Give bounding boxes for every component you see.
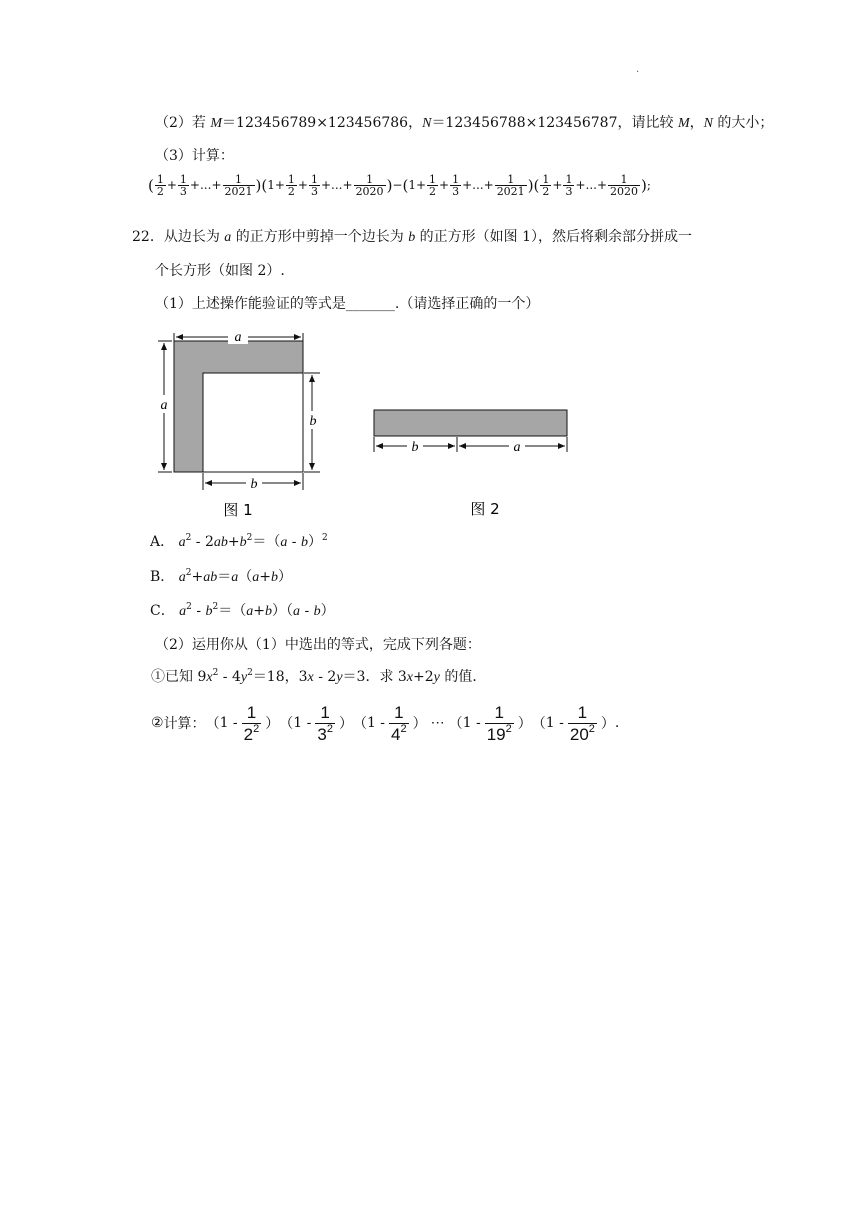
q21-part2-eq2: ＝123456788×123456787，请比较 [431,115,678,131]
fraction-numerator: 1 [429,173,437,186]
label-a-left: a [160,398,168,413]
fraction [608,174,640,197]
fraction-denominator: 2020 [610,185,639,198]
var-N: N [703,116,713,131]
fraction [563,174,574,197]
fraction [427,174,438,197]
ellipsis: ... [199,178,212,192]
q22-text-a: 从边长为 [163,229,225,245]
text: +2 [413,669,434,685]
base: 4 [391,724,401,744]
exponent: 2 [400,722,407,735]
q21-part2-suffix: 的大小； [712,115,774,131]
fraction [354,174,386,197]
rearranged-rectangle [374,410,567,436]
q22-part1: （1）上述操作能验证的等式是_______.（请选择正确的一个） [155,296,540,312]
fraction [242,704,262,743]
label-a-top: a [234,330,242,345]
var-b: b [408,230,416,245]
paren-close: ） [412,716,427,732]
fraction [568,704,597,743]
text: 的值． [439,669,487,685]
period: . [614,715,620,731]
plus-sign: + [274,178,285,192]
var-y: y [433,670,440,685]
exponent: 2 [212,668,219,678]
plus-sign: + [415,178,427,192]
var-y: y [336,670,343,685]
fraction-denominator [242,723,262,743]
exponent: 2 [505,722,512,735]
paren-open: ( [402,176,409,195]
fraction [450,174,461,197]
paren-open: （ [205,716,220,732]
fraction-numerator: 1 [179,173,187,186]
fraction-denominator [389,723,409,743]
plus-sign: + [342,178,353,192]
fraction-denominator: 2 [542,185,550,198]
plus-sign: + [552,178,563,192]
fraction-denominator [315,723,335,743]
fraction-denominator: 3 [179,185,187,198]
q22-part2-item1 [151,666,486,686]
fraction-numerator: 1 [452,173,460,186]
paren-close: ） [265,716,280,732]
minus-sign: − [392,178,403,192]
paren-open: （ [279,716,294,732]
q22-text-b: 的正方形中剪掉一个边长为 [231,229,409,245]
paren-close: ) [527,176,534,195]
fraction [315,704,335,743]
paren-open: （ [448,716,463,732]
var-x: x [406,670,414,685]
option-letter: A． [150,534,175,550]
semicolon: ; [646,178,651,192]
fraction-denominator: 3 [310,185,318,198]
var-x: x [307,670,314,685]
paren-close: ) [386,176,393,195]
text: ＝18，3 [252,669,308,685]
plus-sign: + [575,178,586,192]
paren-close: ） [600,716,615,732]
q22-part2: （2）运用你从（1）中选出的等式，完成下列各题： [155,637,481,653]
one-minus: 1 - [219,715,238,731]
exponent: 2 [247,668,253,678]
text: - 2 [313,669,337,685]
fraction-denominator [485,723,514,743]
number: 1 [408,178,416,192]
one-minus: 1 - [462,715,481,731]
circled-number-1: ① [151,669,165,685]
one-minus: 1 - [366,715,386,731]
label-b: b [411,440,419,455]
fraction-denominator: 2021 [224,185,253,198]
q22-part2-item2 [151,694,619,752]
number: 1 [267,178,275,192]
var-y: y [240,670,248,685]
paren-close: ） [338,716,353,732]
label-b-right: b [309,414,317,429]
paren-open: ( [261,176,268,195]
one-minus: 1 - [545,715,564,731]
text: ＝3．求 3 [342,669,407,685]
ellipsis: ... [472,178,484,192]
q21-part2-prefix: （2）若 [155,115,211,131]
base: 2 [243,724,254,744]
fraction [178,174,189,197]
plus-sign: + [297,178,308,192]
var-M: M [210,116,223,131]
plus-sign: + [462,178,473,192]
q22-text-c: 的正方形（如图 1），然后将剩余部分拼成一 [415,229,692,245]
removed-square [203,373,303,472]
base: 20 [569,724,589,744]
fraction-numerator: 1 [366,173,374,186]
fraction-numerator: 1 [394,702,404,722]
fraction-numerator: 1 [235,173,242,186]
var-N: N [422,116,432,131]
question-number: 22． [132,229,164,245]
exponent: 2 [588,722,595,735]
fraction-numerator: 1 [507,173,515,186]
paren-open: ( [533,176,540,195]
fraction [389,704,409,743]
option-b: B． $a^2+ab=a(a+b)$ [150,568,292,585]
compute-label: 计算： [163,716,206,732]
var-x: x [206,670,213,685]
fraction [495,174,527,197]
label-b-bottom: b [250,477,258,492]
circled-number-2: ② [151,715,164,731]
plus-sign: + [166,178,177,192]
paren-open: （ [531,716,546,732]
fraction-numerator: 1 [320,702,330,722]
paren-close: ) [641,176,647,195]
fraction-numerator: 1 [494,702,504,722]
q22-line1 [132,226,692,246]
figure-1-caption: 图 1 [223,501,253,519]
q22-line2: 个长方形（如图 2）. [155,263,285,279]
base: 3 [317,724,327,744]
exponent: 2 [326,722,333,735]
fraction-denominator [568,723,597,743]
plus-sign: + [596,178,608,192]
fraction-denominator: 2 [156,185,164,198]
fraction-numerator: 1 [542,173,550,186]
ellipsis: ⋯ [430,715,445,731]
paren-close: ) [255,176,262,195]
fraction-numerator: 1 [620,173,628,186]
fraction-numerator: 1 [246,702,257,722]
paren-open: （ [352,716,367,732]
fraction-numerator: 1 [310,173,318,186]
label-a: a [513,440,521,455]
q21-part3-label: （3）计算： [155,148,234,164]
fraction [309,174,320,197]
ellipsis: ... [331,178,343,192]
paren-close: ） [517,716,532,732]
plus-sign: + [320,178,332,192]
figure-1 [150,325,330,520]
fraction [155,174,166,197]
fraction-numerator: 1 [565,173,573,186]
fraction [286,174,297,197]
option-letter: B． [150,569,175,585]
fraction-denominator: 2 [287,185,295,198]
exponent: 2 [253,722,260,735]
plus-sign: + [483,178,494,192]
q21-part2-eq1: ＝123456789×123456786， [222,115,423,131]
figure-2 [365,400,575,520]
page-mark: . [636,64,640,75]
base: 19 [486,724,506,744]
plus-sign: + [189,178,200,192]
option-a: A． $a^2 - 2ab+b^2=(a - b)^2$ [150,533,328,550]
paren-open: ( [148,176,154,195]
comma: ， [689,115,704,131]
fraction-denominator: 3 [452,185,460,198]
ellipsis: ... [585,178,597,192]
fraction-numerator: 1 [156,173,164,186]
fraction-denominator: 2 [429,185,437,198]
fraction-numerator: 1 [287,173,295,186]
fraction-denominator: 2021 [496,185,525,198]
one-minus: 1 - [293,715,312,731]
fraction [540,174,551,197]
q21-part2 [155,112,773,132]
var-a: a [224,230,232,245]
fraction-numerator: 1 [577,702,588,722]
plus-sign: + [439,178,450,192]
fraction-denominator: 3 [565,185,573,198]
plus-sign: + [211,178,222,192]
fraction [223,174,255,197]
text: 已知 9 [165,669,207,685]
q21-part3-expression [148,174,651,197]
fraction-denominator: 2020 [355,185,384,198]
text: - 4 [218,669,241,685]
option-letter: C． [150,603,175,619]
figure-2-caption: 图 2 [470,500,500,518]
fraction [485,704,514,743]
var-M: M [677,116,690,131]
option-c: C． $a^2 - b^2=(a+b)(a - b)$ [150,602,335,619]
